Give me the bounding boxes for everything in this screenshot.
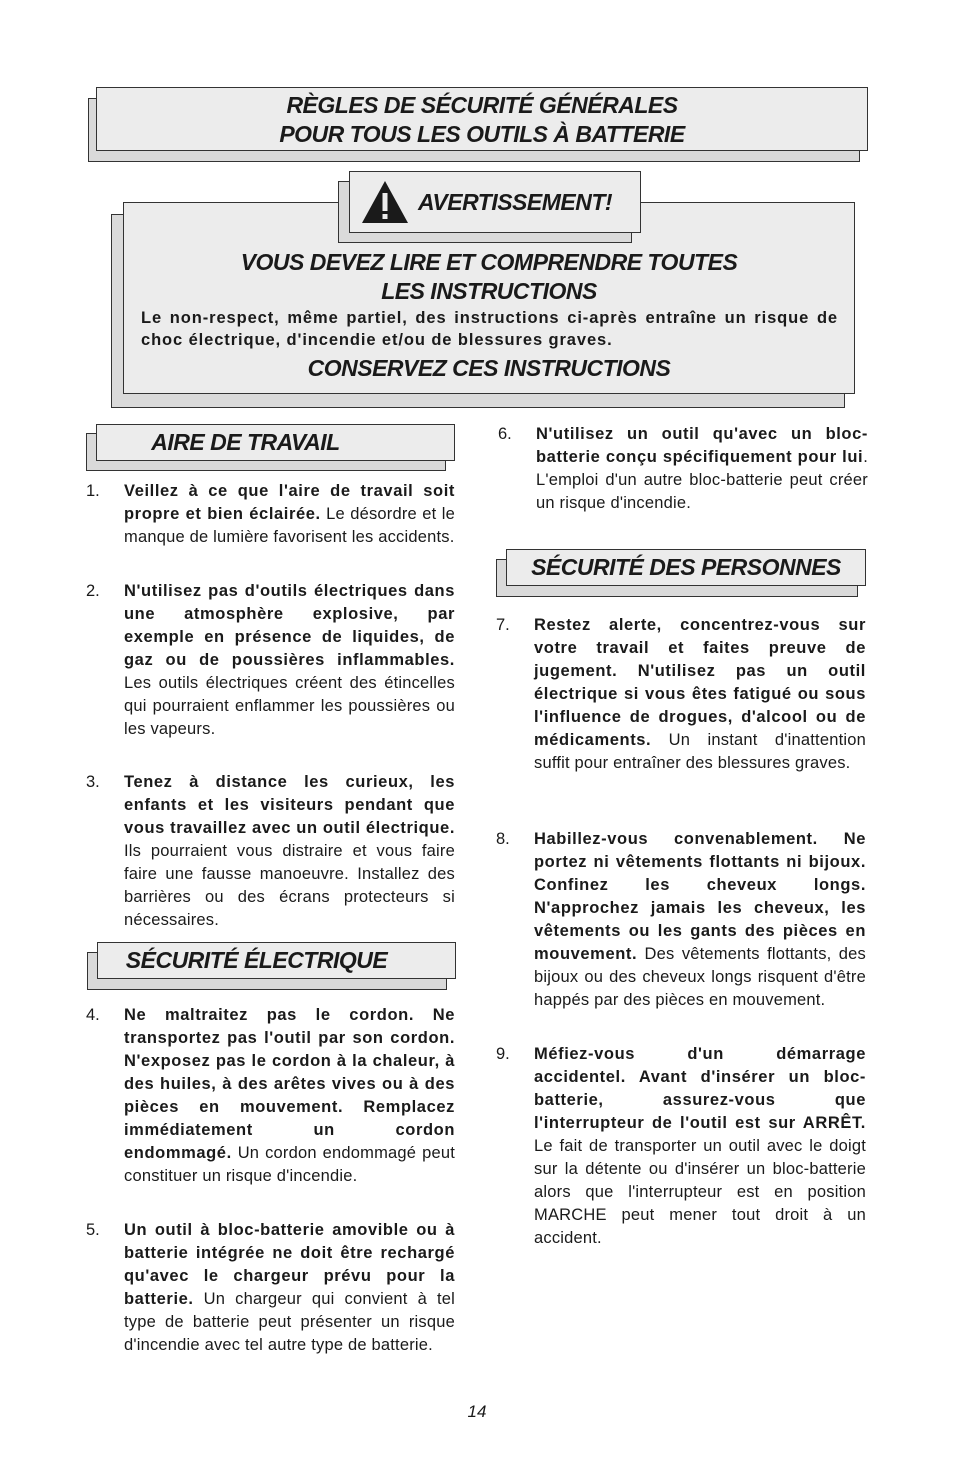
item-text: Le fait de transporter un outil avec le doigt sur la détente ou d'insérer un bloc-batterie alors que l'interrupteur est en position MARCHE peut mener tout droit à un accident. <box>534 1137 866 1247</box>
warning-body: Le non-respect, même partiel, des instructions ci-après entraîne un risque de choc électrique, d'incendie et/ou de blessures graves. <box>141 309 838 349</box>
page-number: 14 <box>467 1402 487 1421</box>
warning-heading-line1: VOUS DEVEZ LIRE ET COMPRENDRE TOUTES <box>240 249 738 275</box>
item-bold-text: N'utilisez un outil qu'avec un bloc-batterie conçu spécifiquement pour lui <box>536 425 868 466</box>
warning-heading-line2: LES INSTRUCTIONS <box>381 278 597 304</box>
warning-label: AVERTISSEMENT! <box>418 188 613 215</box>
item-bold-text: Restez alerte, concentrez-vous sur votre travail et faites preuve de jugement. N'utilisez pas un outil électrique si vous êtes fatigué ou sous l'influence de drogues, d'alcool ou de médicaments. <box>534 616 866 749</box>
section-work-area: AIRE DE TRAVAIL <box>96 424 455 461</box>
item-text: Ils pourraient vous distraire et vous faire faire une fausse manoeuvre. Installez des barrières ou des écrans protecteurs si nécessaires. <box>124 842 455 929</box>
page-title-line1: RÈGLES DE SÉCURITÉ GÉNÉRALES <box>286 92 678 118</box>
list-item-7 <box>496 614 866 821</box>
item-bold-text: Habillez-vous convenablement. Ne portez ni vêtements flottants ni bijoux. Confinez les cheveux longs. N'approchez jamais les cheveux, les vêtements ou les gants des pièces en mouvement. <box>534 830 866 963</box>
item-text: Des vêtements flottants, des bijoux ou des cheveux longs risquent d'être happés par des pièces en mouvement. <box>534 945 866 1009</box>
list-item-5 <box>86 1219 455 1380</box>
item-bold-text: N'utilisez pas d'outils électriques dans une atmosphère explosive, par exemple en présence de liquides, de gaz ou de poussières inflammables. <box>124 582 455 669</box>
warning-triangle-icon <box>360 179 410 225</box>
list-item-2 <box>86 580 455 764</box>
item-number: 5. <box>86 1221 100 1239</box>
list-item-8 <box>496 828 866 1035</box>
item-bold-text: Méfiez-vous d'un démarrage accidentel. Avant d'insérer un bloc-batterie, assurez-vous que l'interrupteur de l'outil est sur ARRÊT. <box>534 1045 866 1132</box>
item-text: Un chargeur qui convient à tel type de batterie peut présenter un risque d'incendie avec tel autre type de batterie. <box>124 1290 455 1354</box>
item-bold-text: Un outil à bloc-batterie amovible ou à batterie intégrée ne doit être rechargé qu'avec le chargeur prévu pour la batterie. <box>124 1221 455 1308</box>
item-bold-text: Ne maltraitez pas le cordon. Ne transportez pas l'outil par son cordon. N'exposez pas le cordon à la chaleur, à des huiles, à des arêtes vives ou à des pièces en mouvement. Remplacez immédiatement un cordon endommagé. <box>124 1006 455 1162</box>
page-title-line2: POUR TOUS LES OUTILS À BATTERIE <box>279 121 685 147</box>
item-text: Le désordre et le manque de lumière favorisent les accidents. <box>124 505 456 546</box>
item-number: 7. <box>496 616 510 634</box>
title-box <box>96 87 868 151</box>
item-text: Un instant d'inattention suffit pour entraîner des blessures graves. <box>534 731 866 772</box>
list-item-6 <box>498 423 868 538</box>
item-bold-text: Tenez à distance les curieux, les enfants et les visiteurs pendant que vous travaillez avec un outil électrique. <box>124 773 455 837</box>
item-text: . L'emploi d'un autre bloc-batterie peut créer un risque d'incendie. <box>536 448 868 512</box>
list-item-3 <box>86 771 455 932</box>
item-bold-text: Veillez à ce que l'aire de travail soit propre et bien éclairée. <box>124 482 455 523</box>
item-number: 2. <box>86 582 100 600</box>
list-item-9 <box>496 1043 866 1250</box>
item-text: Les outils électriques créent des étincelles qui pourraient enflammer les poussières ou les vapeurs. <box>124 674 455 738</box>
warning-label-box <box>349 171 641 233</box>
item-number: 3. <box>86 773 100 791</box>
item-number: 9. <box>496 1045 510 1063</box>
item-number: 1. <box>86 482 100 500</box>
warning-footer: CONSERVEZ CES INSTRUCTIONS <box>307 355 671 381</box>
item-text: Un cordon endommagé peut constituer un risque d'incendie. <box>124 1144 455 1185</box>
item-number: 8. <box>496 830 510 848</box>
section-personal: SÉCURITÉ DES PERSONNES <box>506 549 866 586</box>
item-number: 4. <box>86 1006 100 1024</box>
section-electrical: SÉCURITÉ ÉLECTRIQUE <box>97 942 456 979</box>
list-item-4 <box>86 1004 455 1211</box>
item-number: 6. <box>498 425 512 443</box>
list-item-1 <box>86 480 455 572</box>
